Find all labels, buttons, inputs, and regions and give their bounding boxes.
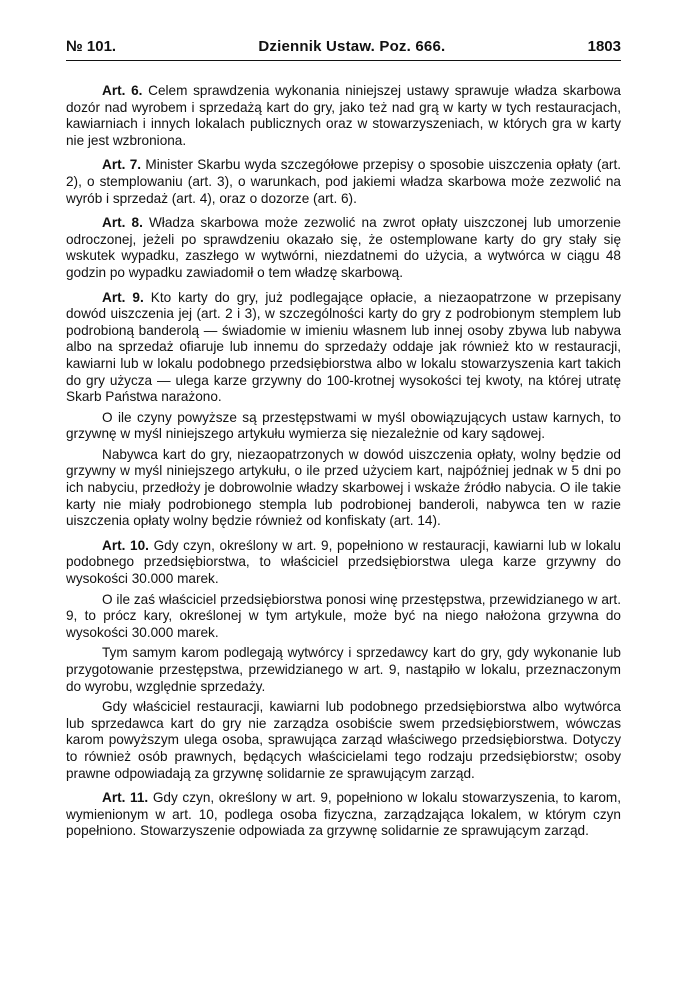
paragraph: [66, 290, 621, 406]
article-11: [66, 790, 621, 840]
paragraph: [66, 215, 621, 281]
article-label: Art. 10.: [102, 537, 149, 553]
paragraph-text: Gdy czyn, określony w art. 9, popełniono w restauracji, kawiarni lub w lokalu podobnego przedsiębiorstwa, to właściciel przedsiębiorstwa ulega karze grzywny do wysokości 30.000 marek.: [66, 537, 621, 587]
paragraph-text: Władza skarbowa może zezwolić na zwrot opłaty uiszczonej lub umorzenie odroczonej, jeżeli po sprawdzeniu okazało się, że ostemplowane karty do gry stały się wskutek wypadku, zaszłego w wytwórni, niezdatnemi do użycia, a wytwórca w ciągu 48 godzin po wypadku zawiadomił o tem władzę skarbową.: [66, 215, 621, 280]
journal-title: Dziennik Ustaw. Poz. 666.: [258, 38, 446, 55]
paragraph-text: Minister Skarbu wyda szczegółowe przepisy o sposobie uiszczenia opłaty (art. 2), o stemplowaniu (art. 3), o warunkach, pod jakiemi władza skarbowa może zezwolić na wyrób i sprzedaż (art. 4), oraz o dozorze (art. 6).: [66, 157, 621, 206]
paragraph: Tym samym karom podlegają wytwórcy i sprzedawcy kart do gry, gdy wykonanie lub przygotowanie przestępstwa, przewidzianego w art. 9, nastąpiło w lokalu, przeznaczonym do wyrobu, względnie sprzedaży.: [66, 645, 621, 694]
issue-number: № 101.: [66, 38, 117, 55]
article-9: [66, 290, 621, 530]
paragraph: [66, 538, 621, 588]
paragraph: Nabywca kart do gry, niezaopatrzonych w dowód uiszczenia opłaty, wolny będzie od grzywny w myśl niniejszego artykułu, o ile przed użyciem kart, najpóźniej jednak w 5 dni po ich nabyciu, przedłoży je dobrowolnie władzy skarbowej i wskaże źródło nabycia. O ile takie karty nie miały podrobionego stempla lub podrobionej banderoli, nabywca ten w razie uiszczenia opłaty wolny będzie również od konfiskaty (art. 14).: [66, 446, 621, 529]
paragraph: [66, 157, 621, 207]
paragraph-text: Celem sprawdzenia wykonania niniejszej ustawy sprawuje władza skarbowa dozór nad wyrobem i sprzedażą kart do gry, jako też nad grą w karty w tych restauracjach, kawiarniach i innych lokalach publicznych oraz w stowarzyszeniach, w których gra w karty nie jest wzbroniona.: [66, 83, 621, 148]
article-8: [66, 215, 621, 281]
article-label: Art. 7.: [102, 157, 142, 173]
article-label: Art. 11.: [102, 790, 149, 806]
paragraph-text: Kto karty do gry, już podlegające opłacie, a niezaopatrzone w przepisany dowód uiszczenia jej (art. 2 i 3), w szczególności karty do gry z podrobionym stemplem lub podrobioną banderolą — świadomie w imieniu własnem lub innej osoby zbywa lub nabywa albo na sprzedaż ofiaruje lub innemu do sprzedaży oddaje jak również kto w restauracji, kawiarni lub w lokalu podobnego przedsiębiorstwa albo w lokalu stowarzyszenia kart takich do gry użycza — ulega karze grzywny do 100-krotnej wysokości tej kwoty, na której utratę Skarb Państwa narażono.: [66, 289, 621, 405]
paragraph: O ile czyny powyższe są przestępstwami w myśl obowiązujących ustaw karnych, to grzywnę w myśl niniejszego artykułu wymierza się niezależnie od kary sądowej.: [66, 409, 621, 442]
paragraph-text: Gdy czyn, określony w art. 9, popełniono w lokalu stowarzyszenia, to karom, wymienionym w art. 10, podlega osoba fizyczna, zarządzająca lokalem, w którym czyn popełniono. Stowarzyszenie odpowiada za grzywnę solidarnie ze sprawującym zarząd.: [66, 790, 621, 839]
paragraph: O ile zaś właściciel przedsiębiorstwa ponosi winę przestępstwa, przewidzianego w art. 9, to prócz kary, określonej w tym artykule, może być na niego nałożona grzywna do wysokości 30.000 marek.: [66, 591, 621, 640]
article-6: [66, 83, 621, 149]
page-number: 1803: [587, 38, 621, 55]
page-header: [66, 38, 621, 61]
article-7: [66, 157, 621, 207]
article-label: Art. 8.: [102, 215, 143, 231]
article-10: [66, 538, 621, 782]
article-label: Art. 6.: [102, 83, 143, 98]
document-body: [66, 83, 621, 840]
paragraph: Gdy właściciel restauracji, kawiarni lub podobnego przedsiębiorstwa albo wytwórca lub sprzedawca kart do gry nie zarządza osobiście swem przedsiębiorstwem, wówczas karom powyższym ulega osoba, sprawująca zarząd właściwego przedsiębiorstwa. Dotyczy to również osób prawnych, będących właścicielami tego rodzaju przedsiębiorstw; osoby prawne odpowiadają za grzywnę solidarnie ze sprawującym zarząd.: [66, 699, 621, 781]
article-label: Art. 9.: [102, 289, 144, 305]
paragraph: [66, 83, 621, 149]
paragraph: [66, 790, 621, 840]
